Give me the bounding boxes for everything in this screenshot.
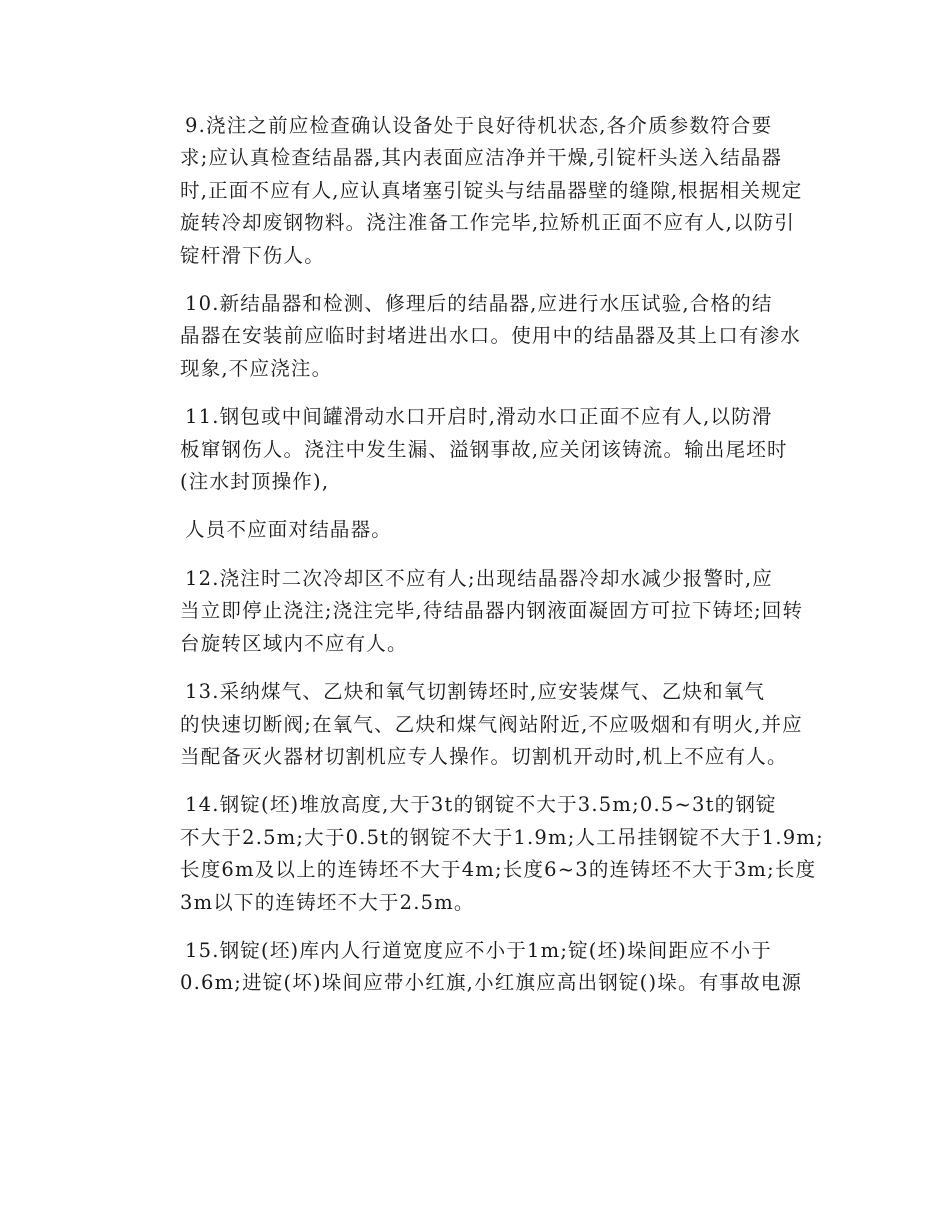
paragraph-14 — [141, 789, 824, 919]
text-line: 的快速切断阀;在氧气、乙炔和煤气阀站附近,不应吸烟和有明火,并应 — [180, 712, 803, 736]
text-line: 3m以下的连铸坯不大于2.5m。 — [180, 890, 475, 914]
text-line: 旋转冷却废钢物料。浇注准备工作完毕,拉矫机正面不应有人,以防引 — [180, 211, 796, 235]
document-body — [141, 110, 824, 1016]
text-line: 11.钢包或中间罐滑动水口开启时,滑动水口正面不应有人,以防滑 — [185, 405, 773, 429]
text-line: 锭杆滑下伤人。 — [180, 243, 325, 267]
paragraph-11 — [141, 401, 809, 498]
text-line: 13.采纳煤气、乙炔和氧气切割铸坯时,应安装煤气、乙炔和氧气 — [185, 680, 766, 704]
text-line: (注水封顶操作), — [180, 470, 330, 494]
text-line: 14.钢锭(坯)堆放高度,大于3t的钢锭不大于3.5m;0.5~3t的钢锭 — [185, 793, 777, 817]
text-line: 求;应认真检查结晶器,其内表面应洁净并干燥,引锭杆头送入结晶器 — [180, 146, 783, 170]
text-line: 台旋转区域内不应有人。 — [180, 631, 408, 655]
paragraph-9 — [141, 110, 809, 272]
text-line: 当立即停止浇注;浇注完毕,待结晶器内钢液面凝固方可拉下铸坯;回转 — [180, 599, 804, 623]
text-line: 不大于2.5m;大于0.5t的钢锭不大于1.9m;人工吊挂钢锭不大于1.9m; — [180, 825, 824, 849]
paragraph-12 — [141, 563, 809, 660]
paragraph-15 — [141, 935, 809, 1000]
text-line: 15.钢锭(坯)库内人行道宽度应不小于1m;锭(坯)垛间距应不小于 — [185, 938, 773, 962]
text-line: 晶器在安装前应临时封堵进出水口。使用中的结晶器及其上口有渗水 — [180, 324, 802, 348]
text-line: 当配备灭火器材切割机应专人操作。切割机开动时,机上不应有人。 — [180, 744, 788, 768]
text-line: 现象,不应浇注。 — [180, 356, 333, 380]
text-line: 板窜钢伤人。浇注中发生漏、溢钢事故,应关闭该铸流。输出尾坯时 — [180, 437, 788, 461]
text-line: 时,正面不应有人,应认真堵塞引锭头与结晶器壁的缝隙,根据相关规定 — [180, 178, 803, 202]
text-line: 10.新结晶器和检测、修理后的结晶器,应进行水压试验,合格的结 — [185, 292, 773, 316]
paragraph-13 — [141, 676, 809, 773]
text-line: 12.浇注时二次冷却区不应有人;出现结晶器冷却水减少报警时,应 — [185, 566, 773, 590]
text-line: 长度6m及以上的连铸坯不大于4m;长度6~3的连铸坯不大于3m;长度 — [180, 858, 817, 882]
paragraph-11-continued — [141, 514, 809, 546]
text-line: 9.浇注之前应检查确认设备处于良好待机状态,各介质参数符合要 — [185, 114, 773, 137]
paragraph-10 — [141, 288, 809, 385]
text-line: 0.6m;进锭(坏)垛间应带小红旗,小红旗应高出钢锭()垛。有事故电源 — [180, 971, 803, 995]
text-line: 人员不应面对结晶器。 — [185, 518, 393, 542]
